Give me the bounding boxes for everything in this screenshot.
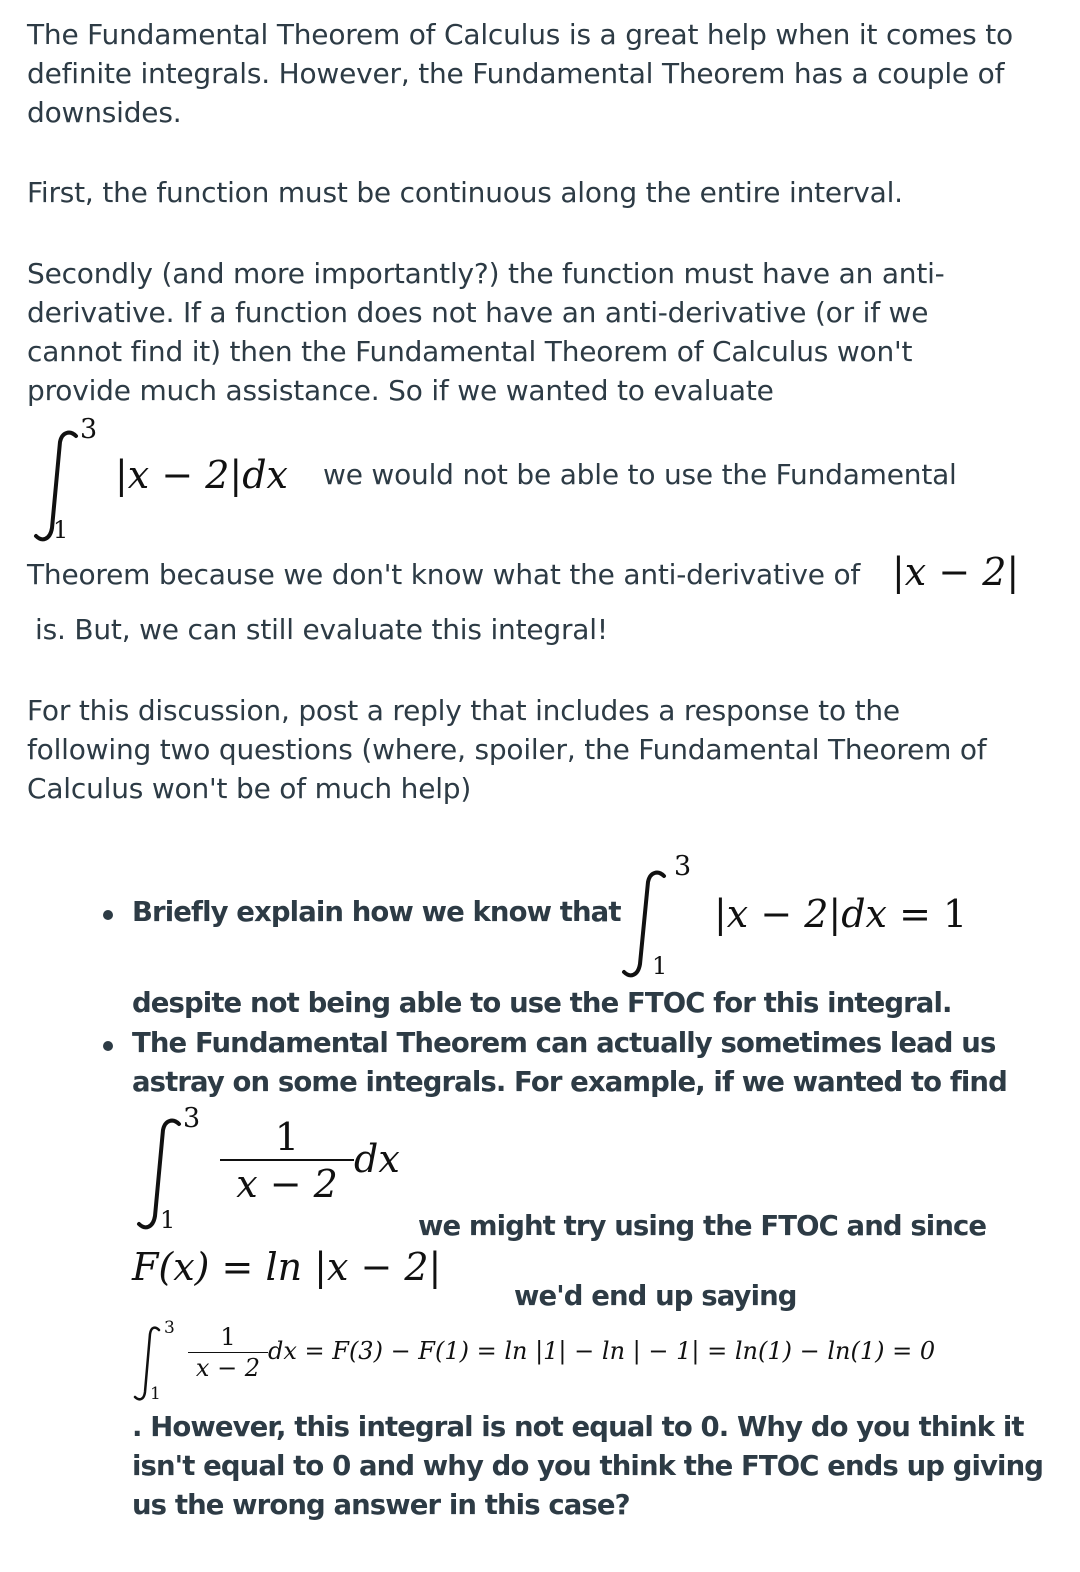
after-integral-text: we would not be able to use the Fundamental: [323, 458, 957, 491]
integral-lower-limit: 1: [160, 1206, 176, 1234]
question-2-end: isn't equal to 0 and why do you think the FTOC ends up giving: [132, 1450, 1044, 1482]
integral-upper-limit: 3: [80, 414, 98, 445]
instruction-line: For this discussion, post a reply that includes a response to the: [27, 694, 900, 727]
question-2-end: us the wrong answer in this case?: [132, 1489, 630, 1521]
integral-upper-limit: 3: [183, 1103, 201, 1134]
still-evaluate-line: is. But, we can still evaluate this integral!: [35, 613, 608, 646]
instruction-line: Calculus won't be of much help): [27, 772, 472, 805]
ftoc-try-text: we might try using the FTOC and since: [418, 1210, 987, 1242]
inline-abs-expr: |x − 2|: [892, 550, 1020, 594]
antiderivative-line: Secondly (and more importantly?) the function must have an anti-: [27, 257, 945, 290]
instruction-line: following two questions (where, spoiler, the Fundamental Theorem of: [27, 733, 987, 766]
continuity-note: First, the function must be continuous along the entire interval.: [27, 176, 903, 209]
antiderivative-line: provide much assistance. So if we wanted to evaluate: [27, 374, 774, 407]
antiderivative-formula: F(x) = ln |x − 2|: [132, 1245, 442, 1289]
intro-line: The Fundamental Theorem of Calculus is a great help when it comes to: [27, 18, 1013, 51]
end-up-saying-text: we'd end up saying: [514, 1280, 797, 1312]
integral-upper-limit: 3: [164, 1318, 175, 1338]
integral-lower-limit: 1: [150, 1384, 161, 1404]
integral-lower-limit: 1: [53, 516, 69, 544]
integral-lower-limit: 1: [652, 952, 668, 980]
intro-line: definite integrals. However, the Fundamental Theorem has a couple of: [27, 57, 1005, 90]
bullet: [103, 1041, 113, 1051]
antiderivative-line: derivative. If a function does not have an anti-derivative (or if we: [27, 296, 929, 329]
question-2-end: . However, this integral is not equal to 0. Why do you think it: [132, 1411, 1024, 1443]
integral-upper-limit: 3: [674, 851, 692, 882]
integral-equation: |x − 2|dx = 1: [714, 892, 968, 936]
intro-line: downsides.: [27, 96, 182, 129]
fraction-integrand: $\frac{1}{x - 2}$ dx: [220, 1115, 400, 1207]
theorem-line: Theorem because we don't know what the anti-derivative of: [27, 558, 861, 591]
antiderivative-line: cannot find it) then the Fundamental Theorem of Calculus won't: [27, 335, 913, 368]
question-2-line: The Fundamental Theorem can actually sometimes lead us: [132, 1027, 996, 1059]
question-2-line: astray on some integrals. For example, if we wanted to find: [132, 1066, 1007, 1098]
question-1-tail: despite not being able to use the FTOC for this integral.: [132, 987, 952, 1019]
bullet: [103, 910, 113, 920]
integrand: |x − 2|dx: [115, 453, 288, 497]
ftoc-evaluation: $\frac{1}{x - 2}$ dx = F(3) − F(1) = ln |1| − ln | − 1| = ln(1) − ln(1) = 0: [188, 1322, 935, 1383]
question-1-lead: Briefly explain how we know that: [132, 896, 621, 928]
